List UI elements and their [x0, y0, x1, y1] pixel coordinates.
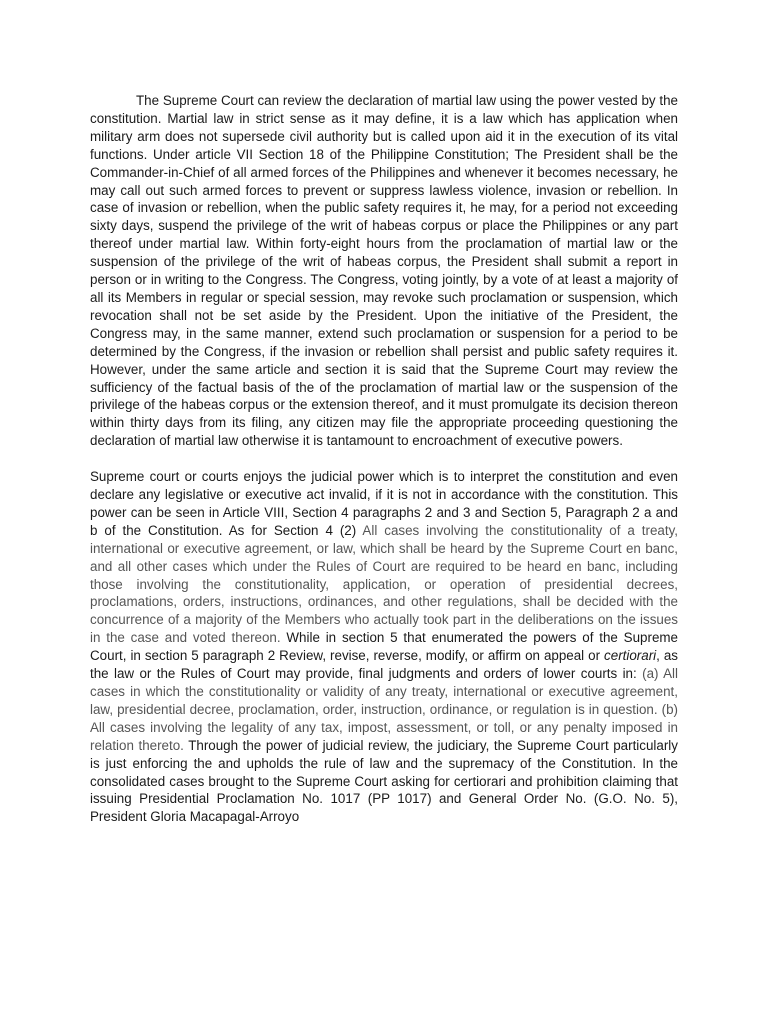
paragraph-martial-law: The Supreme Court can review the declaration of martial law using the power vested by the constitution. Martial law in strict sense as it may define, it is a law which has application when military arm does not supersede civil authority but is called upon aid it in the execution of its vital functions. Under article VII Section 18 of the Philippine Constitution; The President shall be the Commander-in-Chief of all armed forces of the Philippines and whenever it becomes necessary, he may call out such armed forces to prevent or suppress lawless violence, invasion or rebellion. In case of invasion or rebellion, when the public safety requires it, he may, for a period not exceeding sixty days, suspend the privilege of the writ of habeas corpus or place the Philippines or any part thereof under martial law. Within forty-eight hours from the proclamation of martial law or the suspension of the privilege of the writ of habeas corpus, the President shall submit a report in person or in writing to the Congress. The Congress, voting jointly, by a vote of at least a majority of all its Members in regular or special session, may revoke such proclamation or suspension, which revocation shall not be set aside by the President. Upon the initiative of the President, the Congress may, in the same manner, extend such proclamation or suspension for a period to be determined by the Congress, if the invasion or rebellion shall persist and public safety requires it. However, under the same article and section it is said that the Supreme Court may review the sufficiency of the factual basis of the of the proclamation of martial law or the suspension of the privilege of the habeas corpus or the extension thereof, and it must promulgate its decision thereon within thirty days from its filing, any citizen may file the appropriate proceeding questioning the declaration of martial law otherwise it is tantamount to encroachment of executive powers. — [90, 93, 678, 449]
document-page — [90, 92, 678, 826]
paragraph-tail-text: Through the power of judicial review, the judiciary, the Supreme Court particularly is just enforcing the and upholds the rule of law and the supremacy of the Constitution. In the consolidated cases brought to the Supreme Court asking for certiorari and prohibition claiming that issuing Presidential Proclamation No. 1017 (PP 1017) and General Order No. (G.O. No. 5), President Gloria Macapagal-Arroyo — [90, 737, 678, 825]
paragraph-lead-text: Supreme court or courts enjoys the judicial power which is to interpret the constitution and even declare any legislative or executive act invalid, if it is not in accordance with the constitution. This power can be seen in Article VIII, Section 4 paragraphs 2 and 3 and Section 5, Paragraph 2 a and b of the Constitution. As for Section 4 (2) — [90, 469, 678, 538]
paragraph-spacer — [90, 450, 678, 468]
quoted-section-4-text: All cases involving the constitutionality of a treaty, international or executive agreement, or law, which shall be heard by the Supreme Court en banc, and all other cases which under the Rules of Court are required to be heard en banc, including those involving the constitutionality, application, or operation of presidential decrees, proclamations, orders, instructions, ordinances, and other regulations, shall be decided with the concurrence of a majority of the Members who actually took part in the deliberations on the issues in the case and voted thereon. — [90, 522, 678, 646]
quoted-section-5-cases: (a) All cases in which the constitutionality or validity of any treaty, international or executive agreement, law, presidential decree, proclamation, order, instruction, ordinance, or regulation is in question. (b) All cases involving the legality of any tax, impost, assessment, or toll, or any penalty imposed in relation thereto. — [90, 666, 678, 753]
quoted-section-5-text: , as the law or the Rules of Court may provide, final judgments and orders of lower courts in: — [90, 648, 678, 682]
paragraph-judicial-power — [90, 468, 678, 826]
certiorari-term: certiorari — [604, 648, 657, 664]
paragraph-middle-text: While in section 5 that enumerated the powers of the Supreme Court, in section 5 paragraph 2 Review, revise, reverse, modify, or affirm on appeal or — [90, 630, 678, 664]
